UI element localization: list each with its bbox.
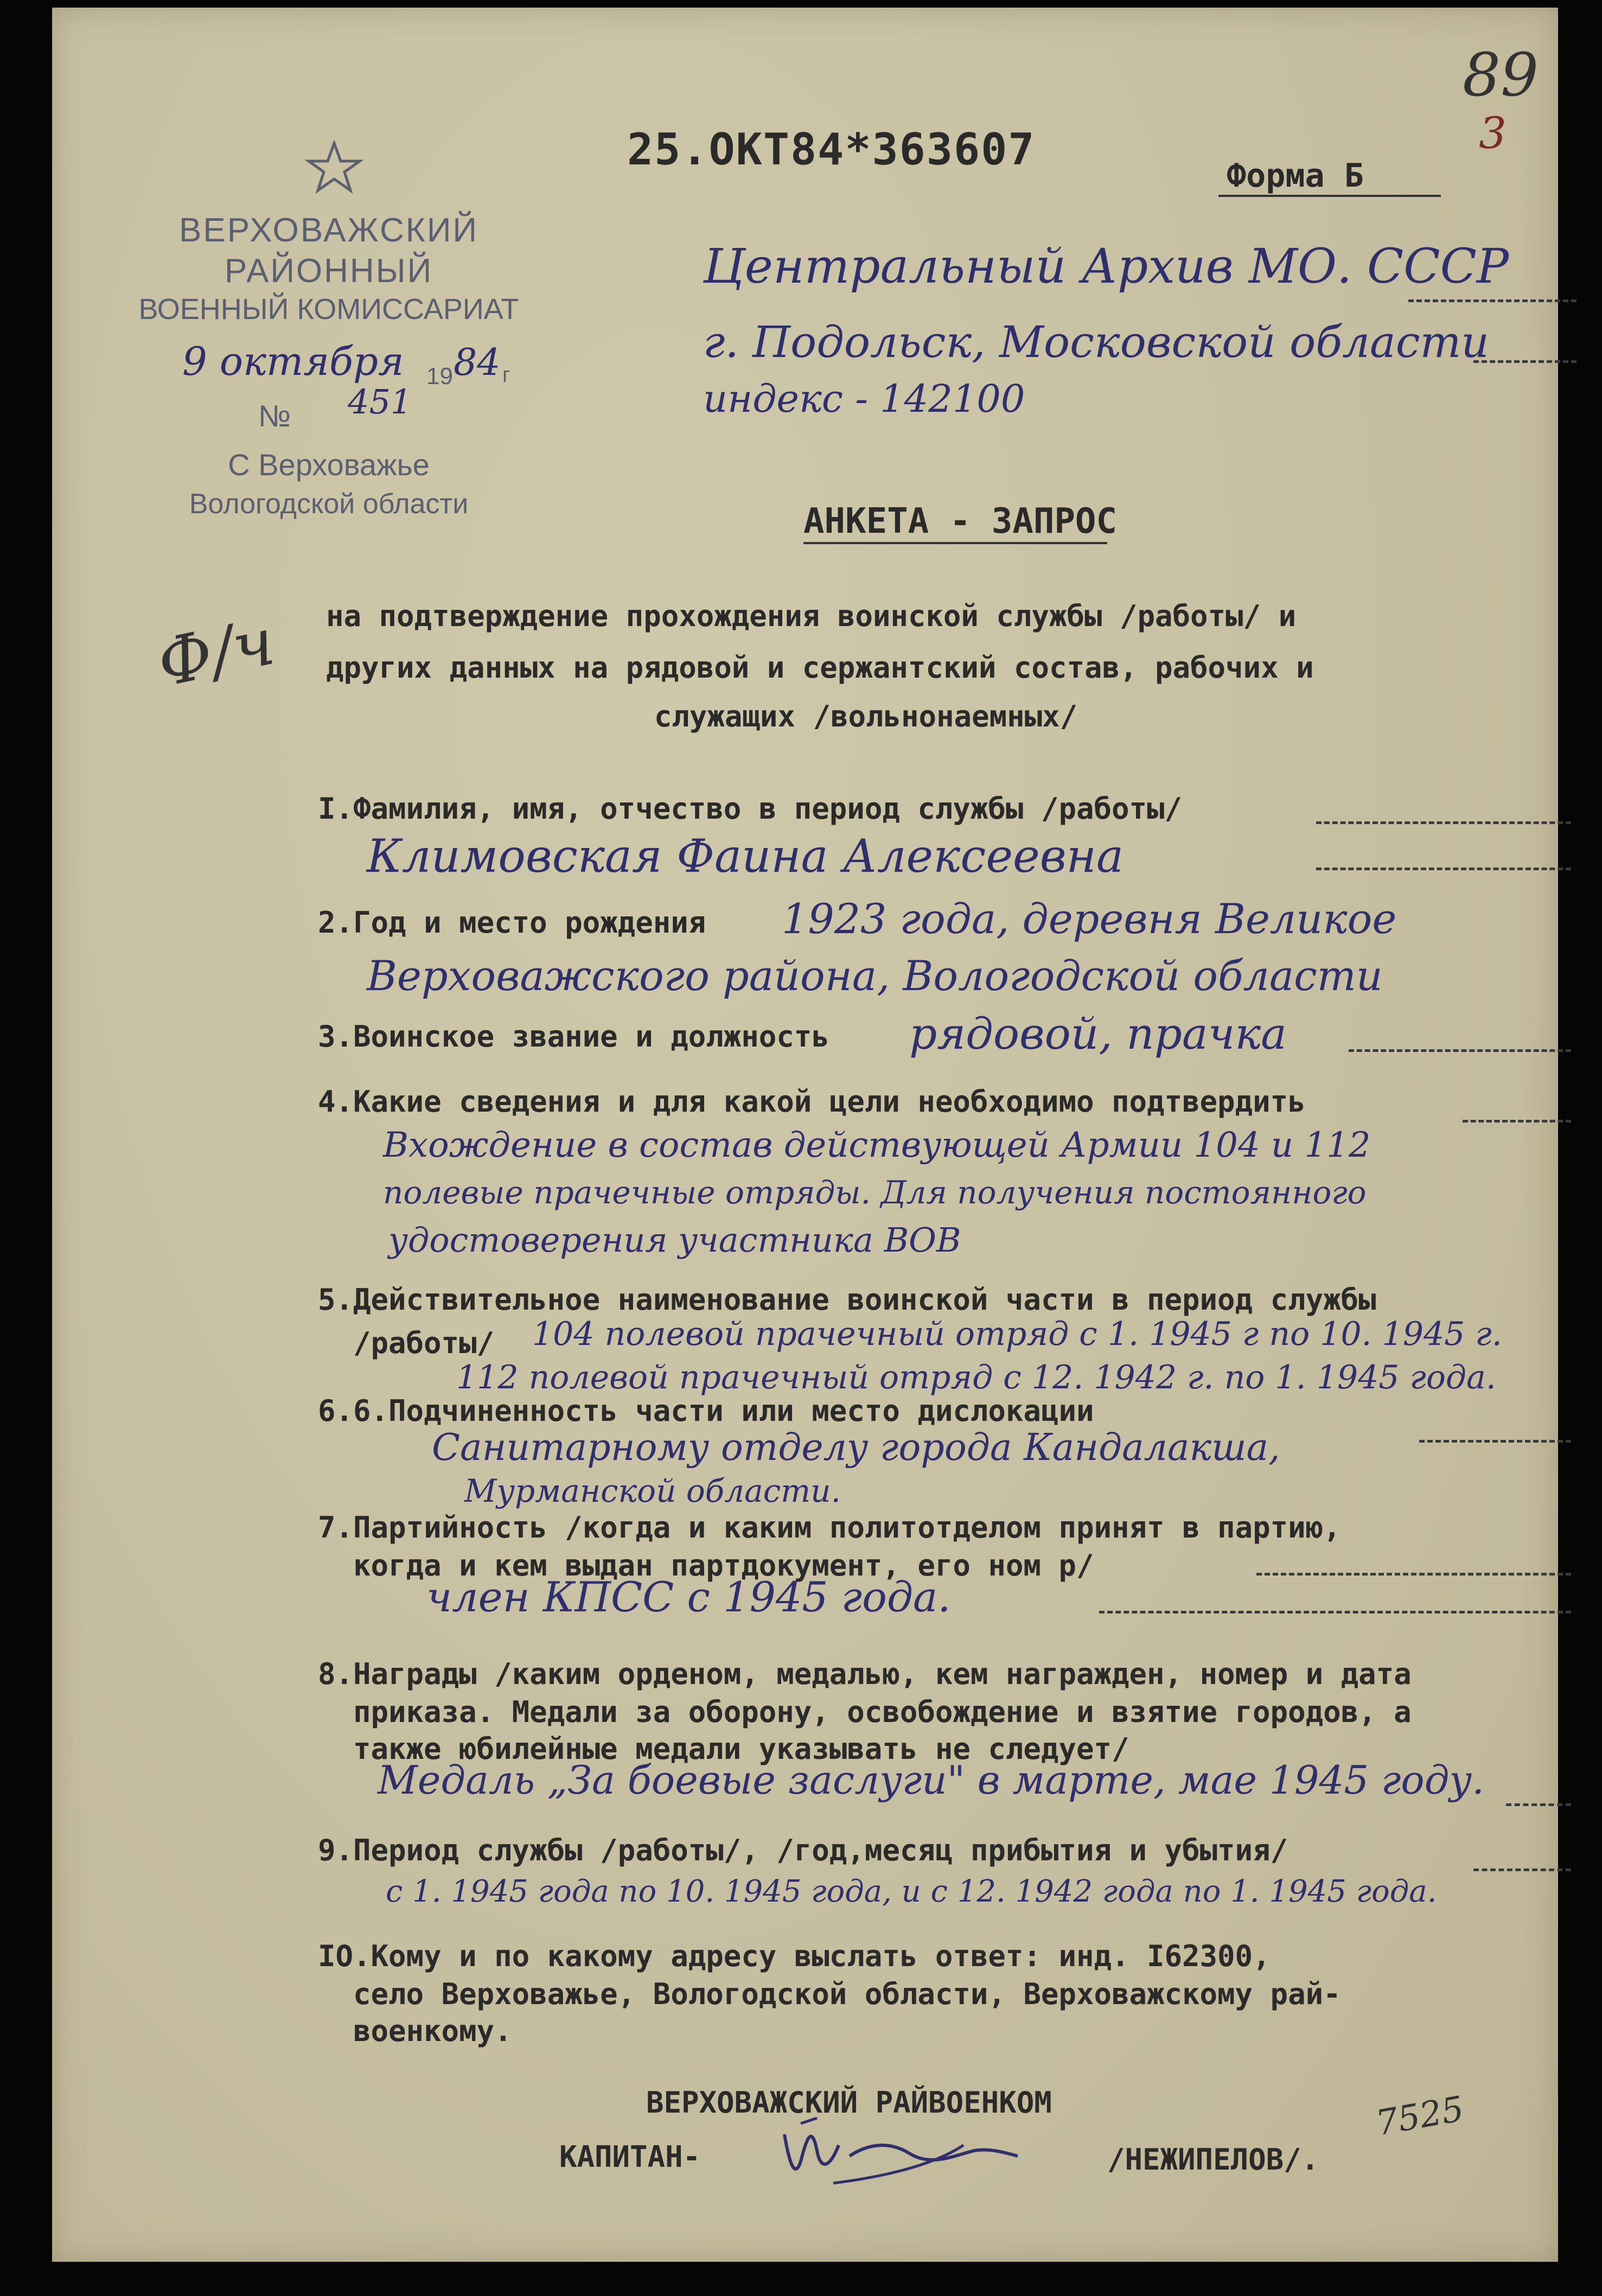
question-8-line-2: приказа. Медали за оборону, освобождение и взятие городов, а [353, 1695, 1412, 1729]
answer-8: Медаль „За боевые заслуги" в марте, мае 1945 году. [378, 1757, 1485, 1803]
sheet-subnumber: 3 [1479, 108, 1507, 158]
subtitle-line-2: других данных на рядовой и сержантский состав, рабочих и [326, 650, 1314, 685]
question-10-line-2: село Верховажье, Вологодской области, Верховажскому рай- [353, 1977, 1341, 2011]
stamp-number-label: № [258, 399, 291, 433]
signature-note: 7525 [1373, 2089, 1467, 2144]
signature-rank: КАПИТАН- [559, 2140, 701, 2174]
answer-4-line-3: удостоверения участника ВОВ [388, 1220, 961, 1260]
question-8-line-3: также юбилейные медали указывать не следует/ [353, 1732, 1129, 1766]
answer-5-line-2: 112 полевой прачечный отряд с 12. 1942 г. по 1. 1945 года. [456, 1359, 1496, 1396]
stamp-line-2: РАЙОННЫЙ [224, 252, 433, 290]
form-label: Форма Б [1227, 157, 1364, 195]
question-5-line-1: 5.Действительное наименование воинской части в период службы [318, 1283, 1376, 1317]
question-9: 9.Период службы /работы/, /год,месяц прибытия и убытия/ [318, 1833, 1288, 1867]
dash-9a [1473, 1868, 1571, 1871]
answer-4-line-1: Вхождение в состав действующей Армии 104 и 112 [383, 1125, 1371, 1165]
document-page [52, 8, 1558, 2262]
stamp-year-print: 19 [426, 363, 453, 390]
subtitle-line-1: на подтверждение прохождения воинской службы /работы/ и [326, 599, 1297, 633]
answer-3: рядовой, прачка [909, 1009, 1287, 1059]
stamp-number: 451 [348, 382, 412, 422]
answer-6-line-2: Мурманской области. [464, 1472, 841, 1509]
dash-1b [1316, 868, 1571, 870]
answer-9: с 1. 1945 года по 10. 1945 года, и с 12. 1942 года по 1. 1945 года. [386, 1874, 1437, 1909]
stamp-year-suffix: г [502, 363, 510, 387]
addressee-line-1: Центральный Архив МО. СССР [703, 238, 1509, 294]
dash-6 [1419, 1440, 1571, 1443]
question-6: 6.6.Подчиненность части или место дислокации [318, 1394, 1094, 1428]
dash-8 [1506, 1803, 1571, 1806]
question-4: 4.Какие сведения и для какой цели необходимо подтвердить [318, 1085, 1306, 1119]
question-7-line-1: 7.Партийность /когда и каким политотделом принят в партию, [318, 1510, 1341, 1545]
addressee-dash-1 [1408, 299, 1577, 302]
stamp-place: С Верховажье [228, 448, 430, 482]
answer-1: Климовская Фаина Алексеевна [367, 830, 1124, 883]
question-7-line-2: когда и кем выдан партдокумент, его ном р/ [353, 1548, 1094, 1583]
answer-4-line-2: полевые прачечные отряды. Для получения постоянного [383, 1174, 1367, 1211]
title-underline [803, 542, 1107, 544]
sheet-number: 89 [1463, 40, 1539, 110]
addressee-line-2: г. Подольск, Московской области [703, 317, 1489, 367]
dash-7a [1256, 1573, 1571, 1576]
handwritten-signature [768, 2102, 1039, 2199]
answer-7: член КПСС с 1945 года. [426, 1573, 951, 1621]
dash-4 [1463, 1120, 1571, 1123]
question-5-line-2: /работы/ [353, 1326, 495, 1360]
star-emblem-icon [304, 141, 364, 195]
dash-7b [1099, 1611, 1571, 1613]
margin-note: Ф/ч [151, 604, 281, 702]
answer-6-line-1: Санитарному отделу города Кандалакша, [432, 1426, 1280, 1469]
stamp-region: Вологодской области [189, 488, 469, 520]
answer-2-line-1: 1923 года, деревня Великое [782, 895, 1397, 943]
question-8-line-1: 8.Награды /каким орденом, медалью, кем награжден, номер и дата [318, 1657, 1412, 1691]
stamp-date: 9 октября [182, 339, 404, 384]
question-3: 3.Воинское звание и должность [318, 1019, 829, 1054]
question-10-line-1: IO.Кому и по какому адресу выслать ответ: инд. I62300, [318, 1939, 1271, 1973]
document-title: АНКЕТА - ЗАПРОС [803, 501, 1117, 541]
dash-3 [1349, 1049, 1571, 1052]
dash-1a [1316, 821, 1571, 824]
stamp-line-1: ВЕРХОВАЖСКИЙ [178, 212, 478, 249]
registration-number: 25.ОКТ84*363607 [627, 124, 1036, 175]
stamp-line-3: ВОЕННЫЙ КОМИССАРИАТ [138, 293, 519, 326]
signature-org: ВЕРХОВАЖСКИЙ РАЙВОЕНКОМ [646, 2085, 1052, 2120]
answer-5-line-1: 104 полевой прачечный отряд с 1. 1945 г по 10. 1945 г. [532, 1315, 1502, 1353]
question-1: I.Фамилия, имя, отчество в период службы /работы/ [318, 792, 1183, 826]
question-2: 2.Год и место рождения [318, 905, 706, 940]
signature-name: /НЕЖИПЕЛОВ/. [1107, 2142, 1319, 2177]
answer-2-line-2: Верховажского района, Вологодской области [367, 952, 1383, 1000]
subtitle-line-3: служащих /вольнонаемных/ [654, 699, 1078, 734]
addressee-line-3: индекс - 142100 [703, 377, 1025, 421]
question-10-line-3: военкому. [353, 2014, 512, 2048]
stamp-year: 84 [454, 341, 501, 384]
addressee-dash-2 [1473, 360, 1577, 363]
form-label-underline [1218, 195, 1441, 197]
